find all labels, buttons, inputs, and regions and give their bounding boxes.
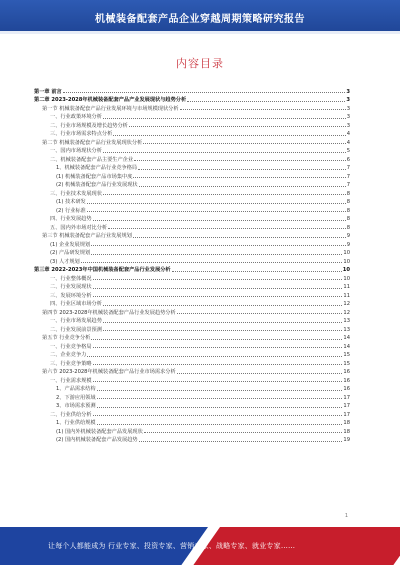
toc-leader-dots [91, 339, 342, 340]
toc-entry-page: 6 [346, 156, 350, 163]
toc-entry[interactable] [34, 358, 350, 367]
toc-leader-dots [103, 194, 346, 195]
toc-entry-title: (2) 产品研发规划 [50, 250, 91, 256]
toc-entry-title: 一、行业整体概况 [50, 275, 92, 282]
toc-entry[interactable] [34, 350, 350, 359]
toc-entry-title: 三、发展环境分析 [50, 292, 92, 299]
toc-entry-page: 16 [343, 369, 350, 375]
toc-leader-dots [103, 118, 346, 119]
toc-heading: 内容目录 [176, 57, 224, 70]
toc-entry[interactable] [34, 333, 350, 342]
toc-leader-dots [93, 364, 343, 365]
toc-entry[interactable] [34, 392, 350, 401]
toc-leader-dots [138, 169, 346, 170]
toc-entry-page: 8 [346, 216, 350, 222]
toc-entry[interactable] [34, 426, 350, 435]
report-title: 机械装备配套产品企业穿越周期策略研究报告 [95, 14, 305, 25]
toc-entry-page: 14 [343, 335, 350, 341]
table-of-contents [34, 86, 350, 443]
toc-entry-title: 四、行业发展趋势 [50, 216, 92, 222]
toc-leader-dots [93, 288, 343, 289]
toc-leader-dots [187, 101, 345, 102]
toc-entry[interactable] [34, 129, 350, 138]
toc-entry[interactable] [34, 290, 350, 299]
toc-leader-dots [129, 126, 346, 127]
toc-entry-page: 18 [343, 420, 350, 426]
toc-entry-title: 第二节 机械装备配套产品行业发展现状分析 [42, 139, 143, 146]
toc-entry-title: 第四节 2023-2028年机械装备配套产品行业发展趋势分析 [42, 309, 176, 316]
toc-leader-dots [103, 305, 343, 306]
toc-leader-dots [93, 279, 343, 280]
toc-leader-dots [143, 143, 345, 144]
toc-entry-title: 第六节 2023-2028年机械装备配套产品行业市场需求分析 [42, 369, 176, 375]
toc-leader-dots [103, 322, 343, 323]
toc-leader-dots [144, 432, 343, 433]
footer-slogan: 让每个人都能成为 行业专家、投资专家、营销专家、战略专家、就业专家…… [48, 542, 296, 550]
toc-entry-title: (1) 国内外机械装备配套产品发展现状 [56, 428, 143, 435]
toc-entry-page: 10 [342, 267, 350, 273]
toc-entry[interactable] [34, 256, 350, 265]
toc-entry[interactable] [34, 418, 350, 427]
toc-entry-page: 5 [346, 148, 350, 154]
toc-leader-dots [103, 330, 343, 331]
toc-entry-page: 12 [343, 301, 350, 307]
page-number: 1 [344, 513, 348, 519]
toc-entry[interactable] [34, 171, 350, 180]
toc-entry[interactable] [34, 273, 350, 282]
toc-entry-title: 第二章 2023-2028年机械装备配套产品产业发展现状与趋势分析 [34, 97, 187, 103]
toc-entry[interactable] [34, 112, 350, 121]
toc-leader-dots [97, 398, 343, 399]
toc-entry-title: 三、行业技术发展现状 [50, 190, 102, 197]
toc-entry-page: 17 [343, 411, 350, 418]
toc-entry-title: 1、行业供给规模 [56, 420, 96, 426]
toc-entry-page: 8 [346, 199, 350, 205]
toc-entry-page: 3 [346, 97, 350, 103]
toc-leader-dots [97, 407, 343, 408]
toc-entry-title: (2) 行业标准 [56, 207, 86, 214]
toc-entry-title: 第一节 机械装备配套产品行业发展环境与市场规模现状分析 [42, 105, 179, 112]
toc-entry-title: 一、行业政策环境分析 [50, 114, 102, 120]
toc-leader-dots [93, 220, 346, 221]
toc-entry[interactable] [34, 409, 350, 418]
toc-entry[interactable] [34, 231, 350, 240]
toc-entry[interactable] [34, 86, 350, 95]
toc-entry[interactable] [34, 435, 350, 444]
toc-entry-page: 9 [346, 233, 350, 239]
toc-entry-title: (2) 国内机械装备配套产品发展趋势 [56, 437, 138, 443]
toc-entry-title: 二、行业市场规模及增长趋势分析 [50, 122, 128, 129]
toc-entry-title: (1) 企业发展规划 [50, 241, 91, 248]
toc-entry-title: 第五节 行业竞争分析 [42, 335, 91, 341]
toc-leader-dots [139, 441, 343, 442]
toc-leader-dots [63, 92, 346, 93]
toc-entry-title: 三、行业竞争策略 [50, 360, 92, 367]
toc-entry-title: 3、市场需求预测 [56, 403, 96, 409]
toc-entry-title: 四、行业区域市场分析 [50, 301, 102, 307]
toc-entry[interactable] [34, 214, 350, 223]
toc-entry[interactable] [34, 401, 350, 410]
toc-leader-dots [103, 152, 346, 153]
toc-entry-page: 11 [343, 292, 350, 299]
toc-entry[interactable] [34, 95, 350, 104]
toc-entry-page: 8 [346, 190, 350, 197]
toc-leader-dots [113, 135, 345, 136]
toc-entry-title: 二、机械装备配套产品主要生产企业 [50, 156, 134, 163]
toc-entry[interactable] [34, 324, 350, 333]
toc-entry-page: 15 [343, 352, 350, 358]
toc-leader-dots [172, 271, 342, 272]
toc-leader-dots [93, 296, 343, 297]
toc-entry[interactable] [34, 282, 350, 291]
toc-entry-page: 10 [343, 275, 350, 282]
toc-entry-page: 14 [343, 343, 350, 350]
toc-entry-page: 8 [346, 207, 350, 214]
toc-entry[interactable] [34, 146, 350, 155]
toc-entry[interactable] [34, 341, 350, 350]
toc-entry-page: 19 [343, 437, 350, 443]
toc-entry-page: 11 [343, 284, 350, 290]
toc-entry-page: 3 [346, 88, 350, 95]
toc-entry[interactable] [34, 154, 350, 163]
toc-leader-dots [93, 381, 343, 382]
toc-entry[interactable] [34, 239, 350, 248]
toc-entry-page: 3 [346, 114, 350, 120]
toc-entry[interactable] [34, 180, 350, 189]
toc-entry-title: 三、行业市场需求特点分析 [50, 131, 113, 137]
toc-entry-title: (3) 人才规划 [50, 258, 80, 265]
toc-leader-dots [87, 356, 342, 357]
toc-leader-dots [180, 109, 346, 110]
toc-entry[interactable] [34, 265, 350, 274]
toc-entry-page: 7 [346, 165, 350, 171]
toc-entry-title: 五、国内外市场对比分析 [50, 224, 108, 231]
toc-entry[interactable] [34, 137, 350, 146]
toc-entry-page: 13 [343, 326, 350, 333]
toc-entry-page: 4 [346, 131, 350, 137]
toc-leader-dots [134, 160, 346, 161]
toc-entry-page: 12 [343, 309, 350, 316]
toc-entry-title: 1、机械装备配套产品行业竞争格局 [56, 165, 138, 171]
toc-entry[interactable] [34, 197, 350, 206]
toc-entry-page: 17 [343, 394, 350, 401]
header-divider [0, 31, 400, 34]
toc-leader-dots [87, 211, 346, 212]
toc-entry-title: 一、国内市场现状分析 [50, 148, 102, 154]
toc-entry-title: 2、下游应用领域 [56, 394, 96, 401]
toc-entry[interactable] [34, 103, 350, 112]
toc-entry-title: (2) 机械装备配套产品行业发展现状 [56, 182, 138, 188]
toc-leader-dots [97, 424, 343, 425]
toc-leader-dots [91, 254, 342, 255]
toc-entry-title: 一、行业市场发展趋势 [50, 318, 102, 324]
toc-entry[interactable] [34, 205, 350, 214]
toc-entry-page: 13 [343, 318, 350, 324]
toc-entry-title: 二、行业发展前景预测 [50, 326, 102, 333]
toc-entry-title: 第三节 机械装备配套产品行业发展规划 [42, 233, 132, 239]
toc-entry-title: 二、行业供给分析 [50, 411, 92, 418]
toc-entry-title: 第一章 前言 [34, 88, 62, 95]
toc-entry[interactable] [34, 316, 350, 325]
toc-entry-page: 3 [346, 122, 350, 129]
toc-entry[interactable] [34, 248, 350, 257]
toc-entry-page: 18 [343, 428, 350, 435]
toc-entry-page: 16 [343, 377, 350, 384]
toc-entry[interactable] [34, 188, 350, 197]
toc-leader-dots [87, 203, 346, 204]
toc-leader-dots [108, 228, 346, 229]
toc-entry-page: 15 [343, 360, 350, 367]
toc-entry-title: (1) 技术研发 [56, 199, 86, 205]
toc-leader-dots [177, 373, 343, 374]
toc-entry[interactable] [34, 222, 350, 231]
report-header-bar [0, 0, 400, 34]
toc-entry-title: 一、行业需求规模 [50, 377, 92, 384]
toc-entry[interactable] [34, 307, 350, 316]
toc-leader-dots [91, 245, 346, 246]
toc-leader-dots [97, 390, 343, 391]
toc-entry-page: 10 [343, 258, 350, 265]
toc-leader-dots [177, 313, 343, 314]
toc-entry-title: 一、行业竞争格局 [50, 343, 92, 350]
toc-entry-title: 第三章 2022-2023年中国机械装备配套产品行业发展分析 [34, 267, 171, 273]
toc-entry-page: 7 [346, 182, 350, 188]
toc-leader-dots [133, 237, 346, 238]
toc-entry-title: 二、企业竞争力 [50, 352, 87, 358]
toc-entry-title: 二、行业发展现状 [50, 284, 92, 290]
toc-leader-dots [93, 415, 343, 416]
toc-entry[interactable] [34, 384, 350, 393]
toc-entry[interactable] [34, 120, 350, 129]
toc-entry-page: 7 [346, 173, 350, 180]
toc-entry-page: 10 [343, 250, 350, 256]
toc-leader-dots [139, 186, 346, 187]
toc-entry-page: 8 [346, 224, 350, 231]
toc-leader-dots [93, 347, 343, 348]
footer-banner [0, 527, 400, 565]
toc-entry-page: 17 [343, 403, 350, 409]
toc-leader-dots [133, 177, 345, 178]
toc-entry-page: 4 [346, 139, 350, 146]
toc-entry[interactable] [34, 163, 350, 172]
toc-entry-title: 1、产品需求结构 [56, 386, 96, 392]
toc-entry-page: 16 [343, 386, 350, 392]
toc-entry[interactable] [34, 367, 350, 376]
toc-leader-dots [81, 262, 343, 263]
toc-entry-title: (1) 机械装备配套产品市场集中度 [56, 173, 133, 180]
toc-entry[interactable] [34, 299, 350, 308]
toc-entry[interactable] [34, 375, 350, 384]
toc-entry-page: 9 [346, 241, 350, 248]
toc-entry-page: 3 [346, 105, 350, 112]
